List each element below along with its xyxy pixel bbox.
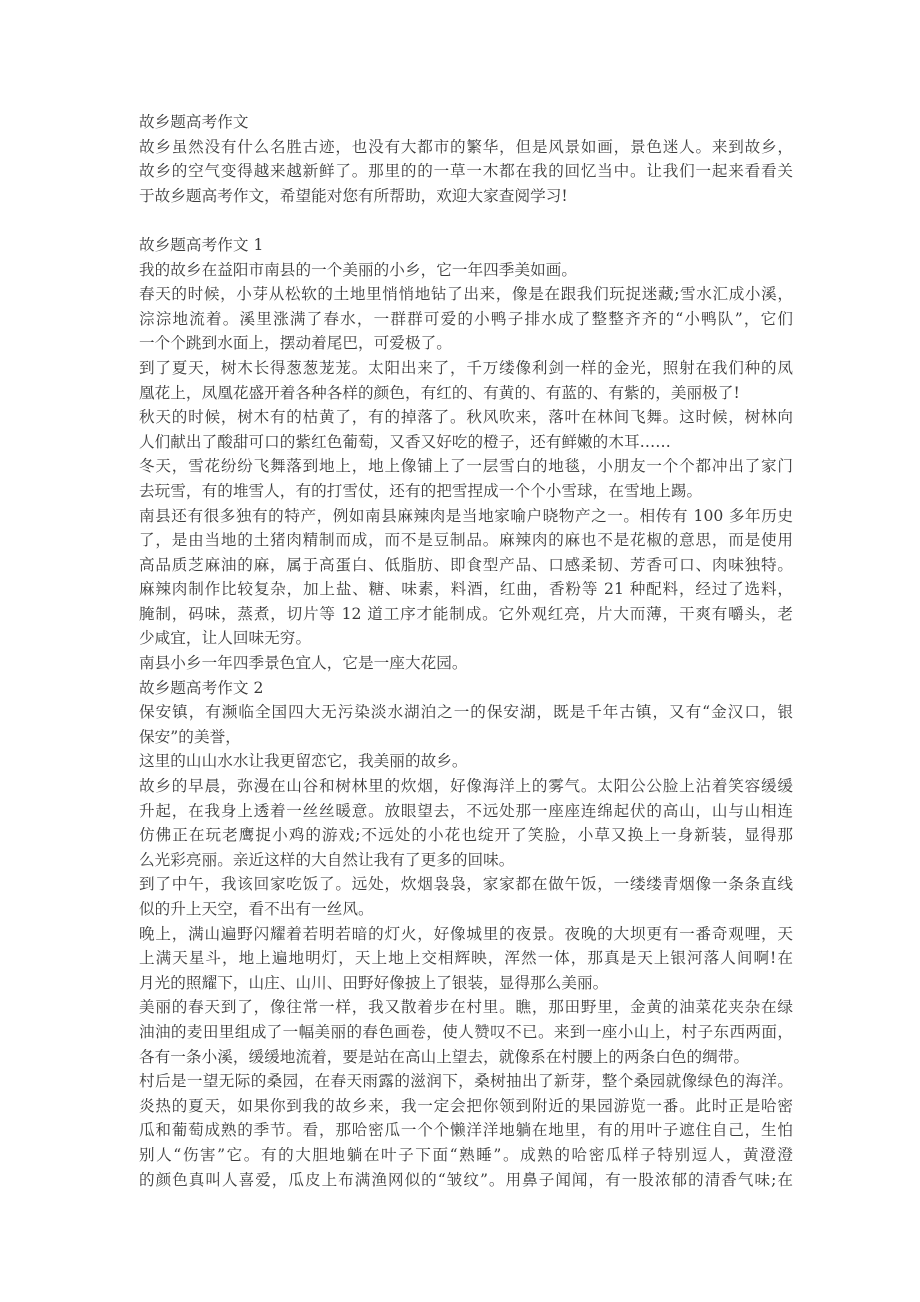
document-text-line: 保安镇，有濒临全国四大无污染淡水湖泊之一的保安湖，既是千年古镇，又有“金汉口，银 xyxy=(139,703,793,722)
document-text-line: 上满天星斗，地上遍地明灯，天上地上交相辉映，浑然一体，那真是天上银河落人间啊!在 xyxy=(139,949,793,968)
document-text-line: 各有一条小溪，缓缓地流着，要是站在高山上望去，就像系在村腰上的两条白色的绸带。 xyxy=(139,1047,750,1066)
document-text-line: 我的故乡在益阳市南县的一个美丽的小乡，它一年四季美如画。 xyxy=(139,260,578,279)
document-text-line: 仿佛正在玩老鹰捉小鸡的游戏;不远处的小花也绽开了笑脸，小草又换上一身新装，显得那 xyxy=(139,826,793,845)
document-text-line: 故乡虽然没有什么名胜古迹，也没有大都市的繁华，但是风景如画，景色迷人。来到故乡， xyxy=(139,137,793,156)
document-text-line: 这里的山山水水让我更留恋它，我美丽的故乡。 xyxy=(139,752,468,771)
document-heading-line: 故乡题高考作文 xyxy=(139,113,249,131)
document-text-line: 春天的时候，小芽从松软的土地里悄悄地钻了出来，像是在跟我们玩捉迷藏;雪水汇成小溪， xyxy=(139,285,793,304)
document-text-line: 去玩雪，有的堆雪人，有的打雪仗，还有的把雪捏成一个个小雪球，在雪地上踢。 xyxy=(139,481,703,500)
document-text-line: 麻辣肉制作比较复杂，加上盐、糖、味素，料酒，红曲，香粉等 21 种配料，经过了选料， xyxy=(139,580,793,599)
document-text-line: 高品质芝麻油的麻，属于高蛋白、低脂肪、即食型产品、口感柔韧、芳香可口、肉味独特。 xyxy=(139,555,793,574)
document-text-line: 到了夏天，树木长得葱葱茏茏。太阳出来了，千万缕像利剑一样的金光，照射在我们种的凤 xyxy=(139,358,793,377)
document-text-line: 南县小乡一年四季景色宜人，它是一座大花园。 xyxy=(139,654,468,673)
document-blank-line xyxy=(139,208,793,233)
document-text-line: 少咸宜，让人回味无穷。 xyxy=(139,629,312,648)
document-text-line: 村后是一望无际的桑园，在春天雨露的滋润下，桑树抽出了新芽，整个桑园就像绿色的海洋。 xyxy=(139,1072,793,1091)
document-text-line: 保安”的美誉， xyxy=(139,727,241,746)
document-text-line: 南县还有很多独有的特产，例如南县麻辣肉是当地家喻户晓物产之一。相传有 100 多年历史 xyxy=(139,506,793,525)
document-text-line: 腌制，码味，蒸煮，切片等 12 道工序才能制成。它外观红亮，片大而薄，干爽有嚼头，老 xyxy=(139,604,793,623)
document-text-line: 晚上，满山遍野闪耀着若明若暗的灯火，好像城里的夜景。夜晚的大坝更有一番奇观哩，天 xyxy=(139,924,793,943)
document-text-line: 凰花上，凤凰花盛开着各种各样的颜色，有红的、有黄的、有蓝的、有紫的，美丽极了! xyxy=(139,383,740,402)
document-text-line: 故乡的空气变得越来越新鲜了。那里的的一草一木都在我的回忆当中。让我们一起来看看关 xyxy=(139,162,793,181)
document-text-line: 故乡的早晨，弥漫在山谷和树林里的炊烟，好像海洋上的雾气。太阳公公脸上沾着笑容缓缓 xyxy=(139,777,793,796)
document-heading-line: 故乡题高考作文 2 xyxy=(139,678,264,697)
document-text-line: 冬天，雪花纷纷飞舞落到地上，地上像铺上了一层雪白的地毯，小朋友一个个都冲出了家门 xyxy=(139,457,793,476)
document-text-line: 人们献出了酸甜可口的紫红色葡萄，又香又好吃的橙子，还有鲜嫩的木耳…… xyxy=(139,432,671,451)
document-text-line: 于故乡题高考作文，希望能对您有所帮助，欢迎大家查阅学习! xyxy=(139,186,568,205)
document-text-line: 升起，在我身上透着一丝丝暖意。放眼望去，不远处那一座座连绵起伏的高山，山与山相连 xyxy=(139,801,793,820)
document-text-line: 淙淙地流着。溪里涨满了春水，一群群可爱的小鸭子排水成了整整齐齐的“小鸭队”，它们 xyxy=(139,309,793,328)
document-text-line: 了，是由当地的土猪肉精制而成，而不是豆制品。麻辣肉的麻也不是花椒的意思，而是使用 xyxy=(139,531,793,550)
document-text-line: 似的升上天空，看不出有一丝风。 xyxy=(139,900,374,918)
document-heading-line: 故乡题高考作文 1 xyxy=(139,235,264,254)
document-text-line: 别人“伤害”它。有的大胆地躺在叶子下面“熟睡”。成熟的哈密瓜样子特别逗人，黄澄澄 xyxy=(139,1145,793,1164)
document-text-line: 月光的照耀下，山庄、山川、田野好像披上了银装，显得那么美丽。 xyxy=(139,973,609,992)
document-text-line: 瓜和葡萄成熟的季节。看，那哈密瓜一个个懒洋洋地躺在地里，有的用叶子遮住自己，生怕 xyxy=(139,1121,793,1140)
document-text-line: 到了中午，我该回家吃饭了。远处，炊烟袅袅，家家都在做午饭，一缕缕青烟像一条条直线 xyxy=(139,875,793,894)
document-text-body xyxy=(139,110,793,1192)
document-text-line: 炎热的夏天，如果你到我的故乡来，我一定会把你领到附近的果园游览一番。此时正是哈密 xyxy=(139,1096,793,1115)
document-text-line: 秋天的时候，树木有的枯黄了，有的掉落了。秋风吹来，落叶在林间飞舞。这时候，树林向 xyxy=(139,408,793,427)
document-text-line: 油油的麦田里组成了一幅美丽的春色画卷，使人赞叹不已。来到一座小山上，村子东西两面， xyxy=(139,1022,793,1041)
document-text-line: 美丽的春天到了，像往常一样，我又散着步在村里。瞧，那田野里，金黄的油菜花夹杂在绿 xyxy=(139,998,793,1017)
document-text-line: 的颜色真叫人喜爱，瓜皮上布满渔网似的“皱纹”。用鼻子闻闻，有一股浓郁的清香气味;在 xyxy=(139,1170,793,1189)
document-text-line: 一个个跳到水面上，摆动着尾巴，可爱极了。 xyxy=(139,334,452,353)
document-text-line: 么光彩亮丽。亲近这样的大自然让我有了更多的回味。 xyxy=(139,850,515,869)
